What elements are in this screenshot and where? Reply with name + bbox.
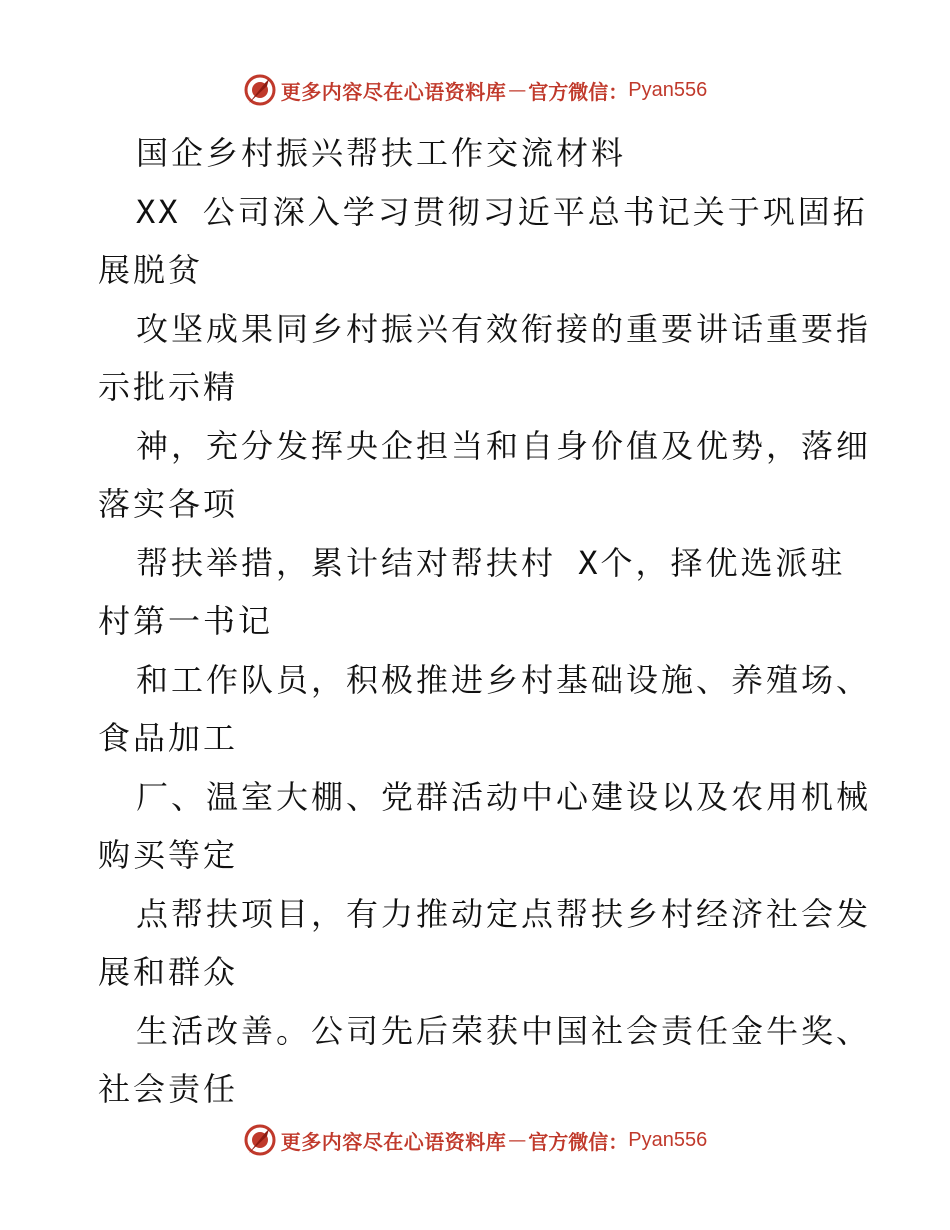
document-line: 展脱贫 [98, 251, 204, 289]
banner-wechat-id: Pyan556 [628, 78, 708, 101]
banner-dash: — [508, 1129, 527, 1151]
banner-official-label: 官方微信： [528, 79, 629, 104]
banner-wechat-id: Pyan556 [628, 1128, 708, 1151]
document-line: 点帮扶项目，有力推动定点帮扶乡村经济社会发 [136, 894, 872, 933]
document-body [98, 124, 872, 1119]
document-line: 和工作队员，积极推进乡村基础设施、养殖场、 [136, 660, 872, 699]
banner-dash: — [508, 79, 527, 101]
footer-watermark-banner [0, 1120, 950, 1160]
document-line: 村第一书记 [98, 602, 274, 640]
quill-seal-icon [243, 73, 277, 107]
banner-site-text: 更多内容尽在心语资料库 [280, 79, 507, 104]
banner-site-text: 更多内容尽在心语资料库 [280, 1129, 507, 1154]
document-line: 厂、温室大棚、党群活动中心建设以及农用机械 [136, 777, 872, 816]
header-watermark-banner [0, 70, 950, 110]
document-line: 购买等定 [98, 836, 239, 874]
banner-official-label: 官方微信： [528, 1129, 629, 1154]
quill-seal-icon [243, 1123, 277, 1157]
document-line: 神，充分发挥央企担当和自身价值及优势，落细 [136, 426, 872, 465]
document-line: 示批示精 [98, 368, 239, 406]
document-line: 国企乡村振兴帮扶工作交流材料 [136, 134, 627, 172]
document-line: 落实各项 [98, 485, 239, 523]
document-line: 展和群众 [98, 953, 239, 991]
document-line: XX 公司深入学习贯彻习近平总书记关于巩固拓 [136, 192, 868, 231]
document-line: 生活改善。公司先后荣获中国社会责任金牛奖、 [136, 1011, 872, 1050]
document-line: 攻坚成果同乡村振兴有效衔接的重要讲话重要指 [136, 309, 872, 348]
document-line: 帮扶举措，累计结对帮扶村 X个，择优选派驻 [136, 543, 846, 582]
document-line: 社会责任 [98, 1070, 239, 1108]
document-line: 食品加工 [98, 719, 239, 757]
